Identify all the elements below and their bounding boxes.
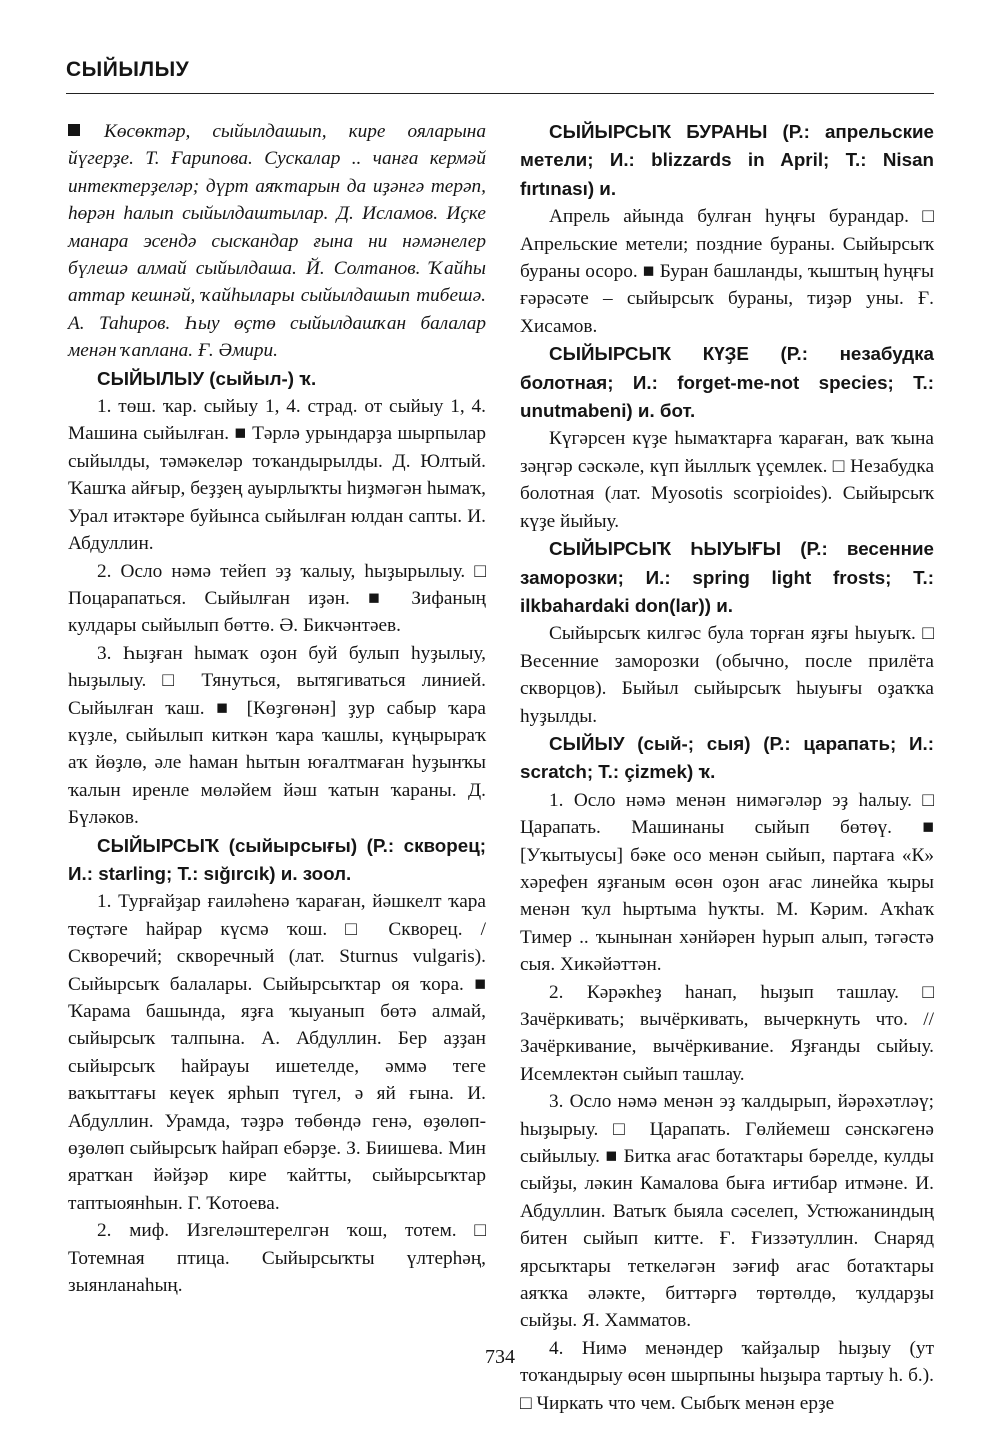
entry-paragraph: Күгәрсен күҙе һымаҡтарға ҡараған, ваҡ ҡына зәңгәр сәскәле, күп йыллыҡ үҫемлек. □ Незабудка болотная (лат. Myosotis scorpioides). Сыйырсыҡ күҙе йыйыу. bbox=[520, 428, 934, 532]
entry-paragraph: 1. төш. ҡар. сыйыу 1, 4. страд. от сыйыу 1, 4. Машина сыйылған. ■ Тәрлә урындарҙа шырпылар сыйылды, тәмәкеләр тоҡандырылды. Д. Юлтый. Ҡашҡа айғыр, беҙҙең ауырлыҡты һиҙмәгән һымаҡ, Урал итәктәре буйынса сыйылған юлдан сапты. И. Абдуллин. bbox=[68, 396, 486, 555]
entry-paragraph: 3. Һыҙған һымаҡ оҙон буй булып һуҙылыу, һыҙылыу. □ Тянуться, вытягиваться линией. Сыйылған ҡаш. ■ [Көҙгөнән] ҙур сабыр ҡара күҙле, сыйылып киткән ҡара ҡашлы, күңырыраҡ аҡ йөҙлө, әле һаман һытын юғалтмаған һуҙынҡы ҡалын иренле мөләйем йәш ҡатын ҡараны. Д. Бүләков. bbox=[68, 642, 486, 829]
running-head: СЫЙЫЛЫУ bbox=[66, 58, 190, 81]
entry-paragraph: СЫЙЫРСЫҠ (сыйырсығы) (Р.: скворец; И.: starling; Т.: sığırcık) и. зоол. bbox=[68, 834, 486, 884]
entry-paragraph: СЫЙЫРСЫҠ ҺЫУЫҒЫ (Р.: весенние заморозки; И.: spring light frosts; Т.: ilkbahardaki don(lar)) и. bbox=[520, 538, 934, 616]
entry-paragraph: 2. миф. Изгеләштерелгән ҡош, тотем. □ Тотемная птица. Сыйырсыҡты үлтерһәң, зыянланаһың. bbox=[68, 1220, 486, 1297]
entry-paragraph: 1. Осло нәмә менән нимәгәләр эҙ һалыу. □ Царапать. Машинаны сыйып бөтөү. ■ [Уҡытыусы] бәке осо менән сыйып, партаға «К» хәрефен яҙғаным өсөн оҙон ағас линейка ҡыры менән ҡул һыртыма һуҡты. М. Кәрим. Аҡһаҡ Тимер .. ҡынынан хәнйәрен һурып алып, тәгәстә сыя. Хикәйәттән. bbox=[520, 789, 934, 976]
entry-paragraph: Сыйырсыҡ килгәс була торған яҙғы һыуыҡ. □ Весенние заморозки (обычно, после прилёта скворцов). Быйыл сыйырсыҡ һыуығы оҙаҡҡа һуҙылды. bbox=[520, 623, 934, 727]
entry-paragraph: 3. Осло нәмә менән эҙ ҡалдырып, йәрәхәтләү; һыҙырыу. □ Царапать. Гөлйемеш сәнскәгенә сыйылыу. ■ Битка ағас ботаҡтары бәрелде, кулды сыйҙы, ләкин Камалова быға иғтибар итмәне. И. Абдуллин. Ватыҡ быяла сәселеп, Устюжаниндың битен сыйып китте. Ғ. Ғиззәтуллин. Снаряд ярсыҡтары теткеләгән зәғиф ағас ботаҡтары аяҡҡа әләкте, биттәргә төртөлдө, ҡулдарҙы сыйҙы. Я. Хамматов. bbox=[520, 1091, 934, 1332]
header-rule bbox=[66, 93, 934, 94]
black-square-icon bbox=[68, 124, 80, 136]
entry-paragraph: 2. Кәрәкһеҙ һанап, һыҙып ташлау. □ Зачёркивать; вычёркивать, вычеркнуть что. // Зачёркивание, вычёркивание. Яҙғанды сыйыу. Исемлектән сыйып ташлау. bbox=[520, 981, 934, 1085]
left-column bbox=[68, 118, 486, 1299]
entry-paragraph: Көсөктәр, сыйылдашып, кире ояларына йүгерҙе. Т. Ғарипова. Сускалар .. чанға кермәй интектерҙеләр; дүрт аяҡтарын да иҙәнгә терәп, һөрән һалып сыйылдаштылар. Д. Исламов. Иҫке манара эсендә сыскандар ғына ни нәмәнелер бүлешә алмай сыйылдаша. Й. Солтанов. Ҡайһы аттар кешнәй, ҡайһылары сыйылдашып тибешә. А. Таһиров. Һыу өҫтө сыйылдашҡан балалар менән ҡаплана. Ғ. Әмири. bbox=[68, 121, 486, 362]
entry-paragraph: СЫЙЫУ (сый-; сыя) (Р.: царапать; И.: scratch; Т.: çizmek) ҡ. bbox=[520, 732, 934, 783]
entry-paragraph: Апрель айында булған һуңғы бурандар. □ Апрельские метели; поздние бураны. Сыйырсыҡ бураны осоро. ■ Буран башланды, ҡыштың һуңғы ғәрәсәте – сыйырсыҡ бураны, тиҙәр уны. Ғ. Хисамов. bbox=[520, 206, 934, 337]
entry-paragraph: СЫЙЫРСЫҠ КҮҘЕ (Р.: незабудка болотная; И.: forget-me-not species; Т.: unutmabeni) и. бот. bbox=[520, 343, 934, 422]
entry-paragraph: СЫЙЫЛЫУ (сыйыл-) ҡ. bbox=[97, 367, 317, 389]
entry-paragraph: 1. Турғайҙар ғаиләһенә ҡараған, йәшкелт ҡара төҫтәге һайрар күсмә ҡош. □ Скворец. / Скворечий; скворечный (лат. Sturnus vulgaris). Сыйырсыҡ балалары. Сыйырсыҡтар оя ҡора. ■ Ҡарама башында, яҙға ҡыуанып бөтә алмай, сыйырсыҡ талпына. А. Абдуллин. Бер аҙҙан сыйырсыҡ һайрауы ишетелде, әммә теге ваҡыттағы кеүек ярһып түгел, ә яй ғына. И. Абдуллин. Урамда, тәҙрә төбөндә генә, өҙөлөп-өҙөлөп сыйырсыҡ һайрап ебәрҙе. З. Биишева. Мин яратҡан йәйҙәр кире ҡайтты, сыйырсыҡтар таптыоянһын. Г. Ҡотоева. bbox=[68, 891, 486, 1214]
right-column bbox=[520, 118, 934, 1417]
page-number: 734 bbox=[485, 1346, 515, 1368]
entry-paragraph: 2. Осло нәмә тейеп эҙ ҡалыу, һыҙырылыу. □ Поцарапаться. Сыйылған иҙән. ■ Зифаның кулдары сыйылып бөттө. Ә. Бикчәнтәев. bbox=[68, 560, 486, 637]
entry-paragraph: СЫЙЫРСЫҠ БУРАНЫ (Р.: апрельские метели; И.: blizzards in April; Т.: Nisan fırtınası) и. bbox=[520, 121, 934, 199]
entry-paragraph: 4. Нимә менәндер ҡайҙалыр һыҙыу (ут тоҡандырыу өсөн шырпыны һыҙыра тартыу һ. б.). □ Чиркать что чем. Сыбыҡ менән ерҙе bbox=[520, 1337, 934, 1414]
